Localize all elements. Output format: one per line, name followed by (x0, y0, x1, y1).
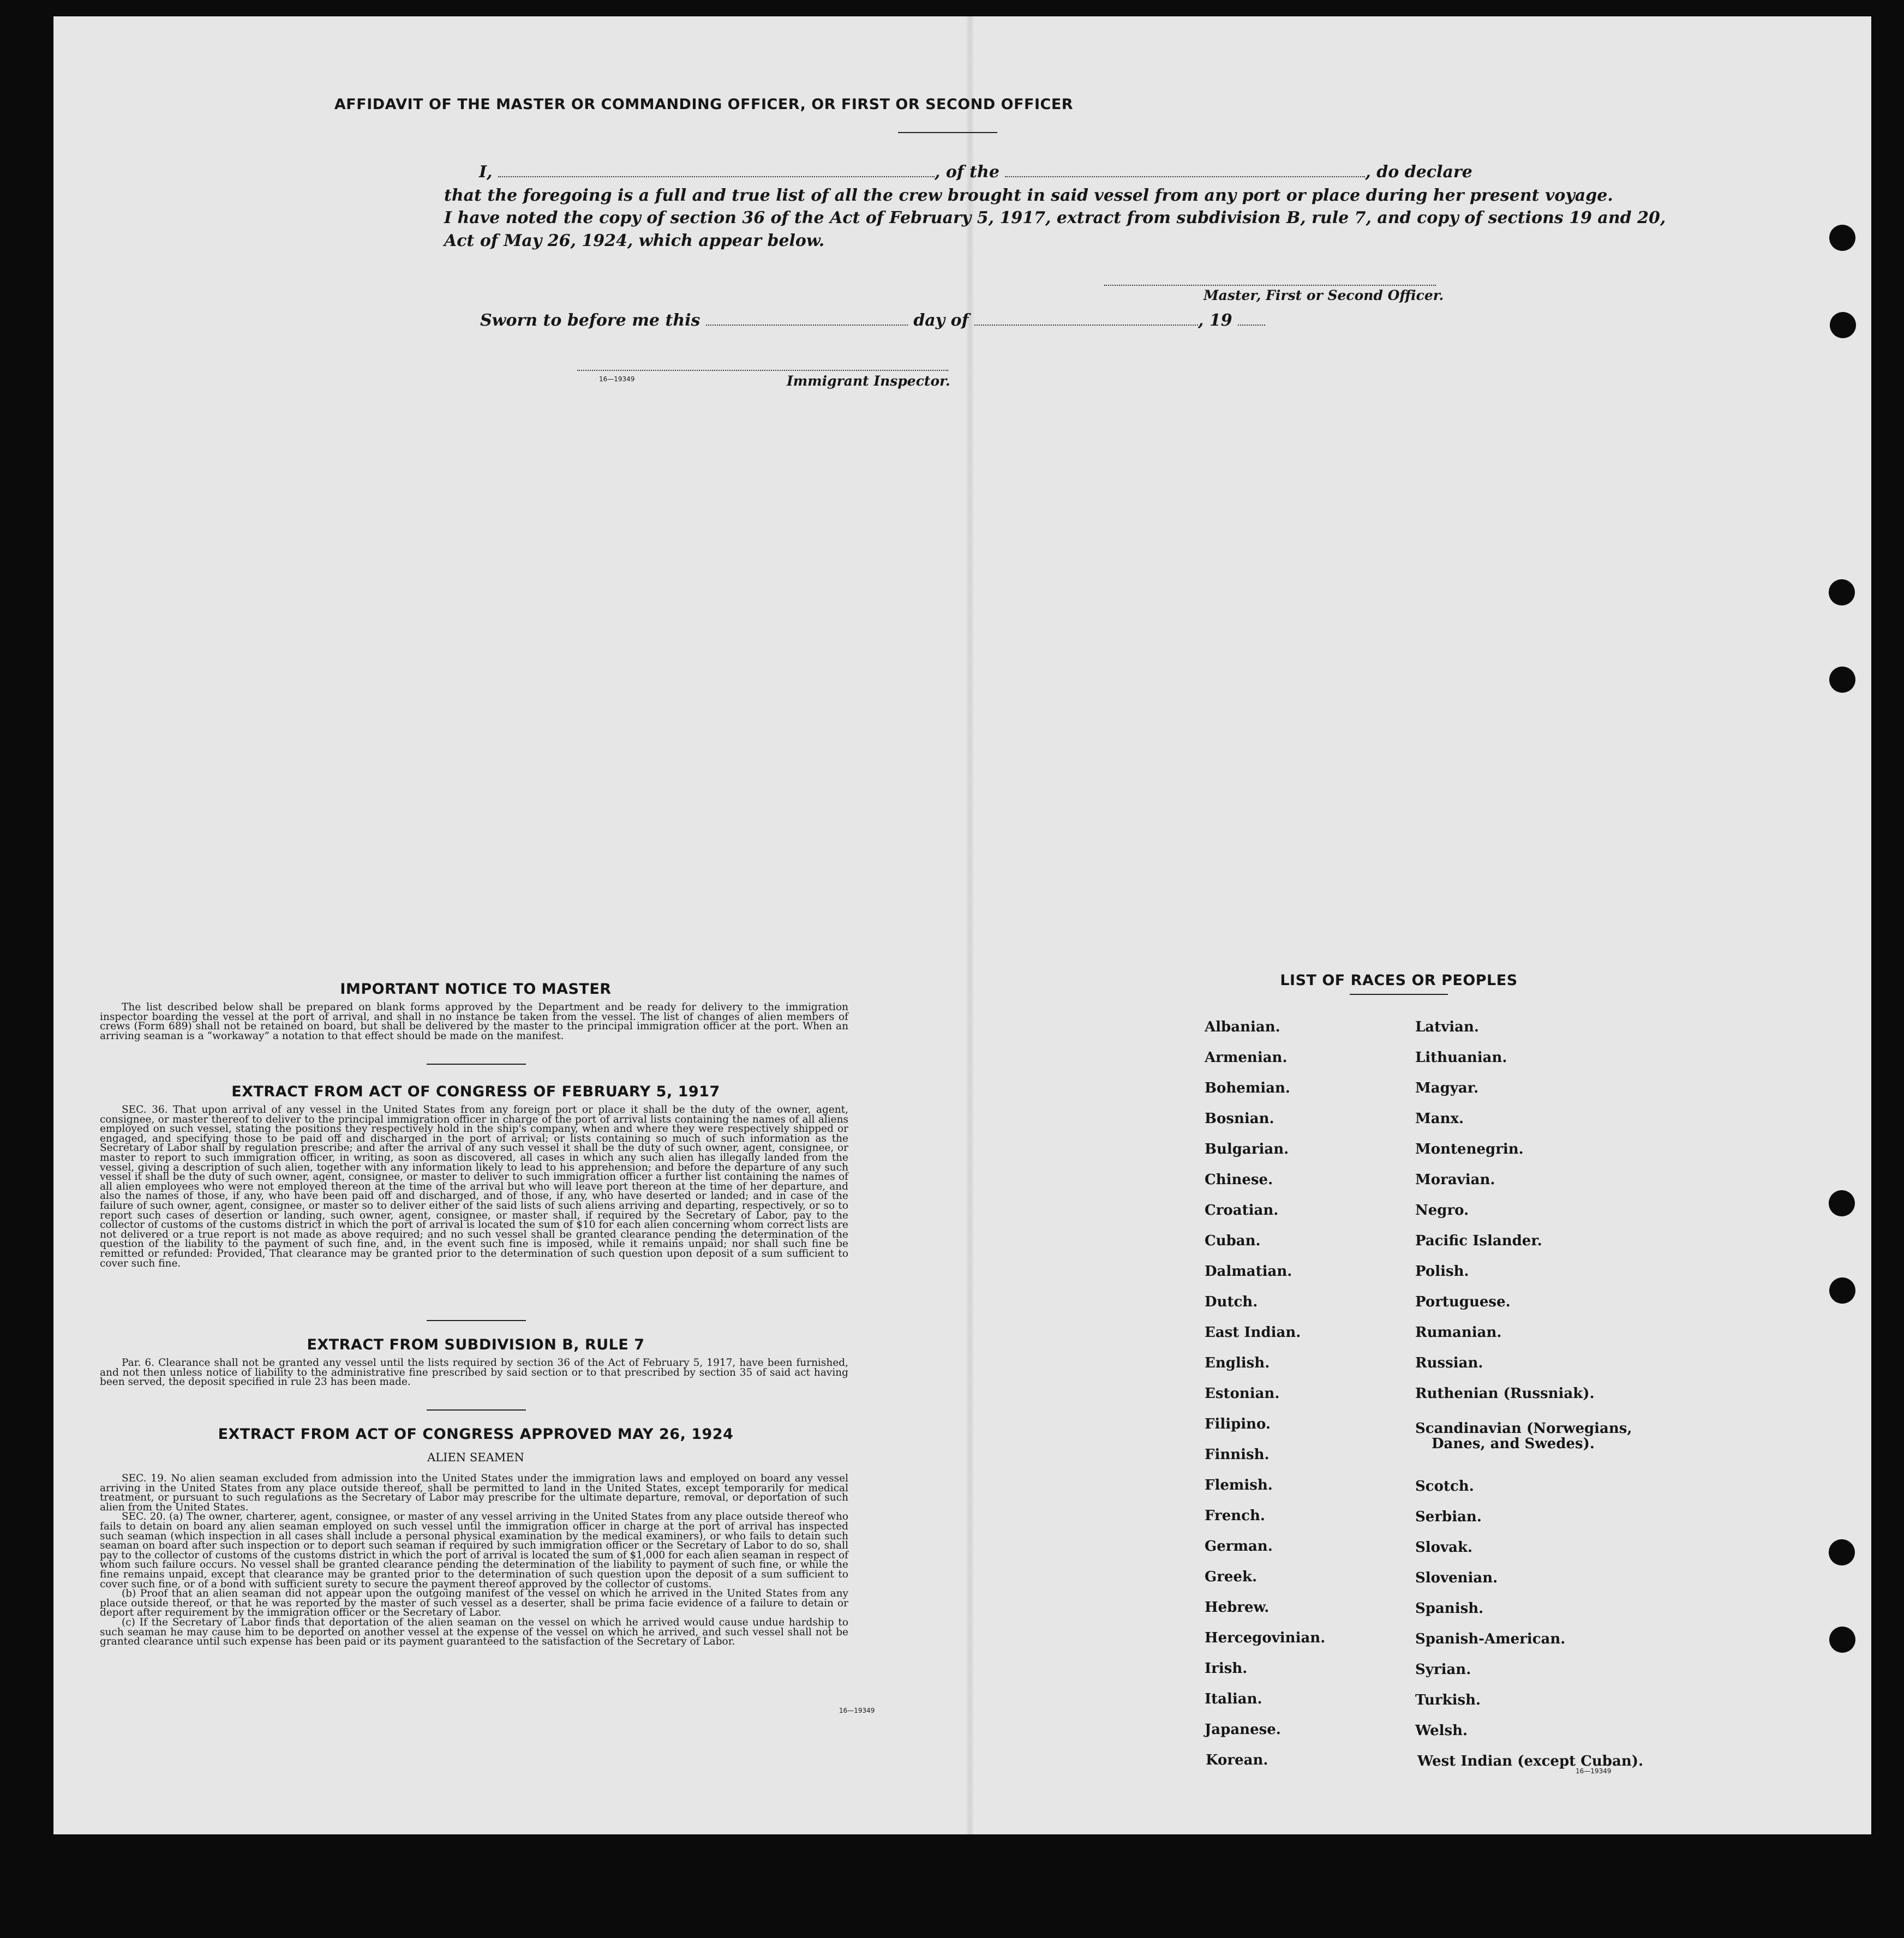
race-item: Estonian. (1205, 1385, 1280, 1402)
race-item: Cuban. (1205, 1233, 1261, 1249)
race-item: French. (1205, 1508, 1265, 1524)
extract-1924-form-number: 16—19349 (839, 1707, 875, 1714)
sworn-label: Sworn to before me this (480, 311, 700, 330)
affidavit-line-2: that the foregoing is a full and true list of all the crew brought in said vessel from any port or place during her present voyage. (444, 186, 1613, 205)
race-item: Russian. (1415, 1355, 1483, 1371)
race-item: Scandinavian (Norwegians, (1415, 1420, 1632, 1437)
document-sheet (53, 16, 1871, 1834)
races-form-number: 16—19349 (1576, 1767, 1612, 1775)
binder-hole (1829, 1539, 1855, 1565)
race-item: Montenegrin. (1415, 1141, 1524, 1157)
extract-1917-rule (427, 1320, 526, 1321)
race-item: Danes, and Swedes). (1432, 1436, 1595, 1452)
declarant-of-label: , of the (934, 163, 999, 182)
section-20a-paragraph: SEC. 20. (a) The owner, charterer, agent, consignee, or master of any vessel arriving in the United States from any place outside thereof who fails to detain on board any alien seaman employed on such vessel until the immigration officer in charge at the port of arrival has inspected such seaman (which inspection in all cases shall include a personal physical examination by the medical examiners), or who fails to detain such seaman on board after such inspection or to deport such seaman if required by such immigration officer or the Secretary of Labor to do so, shall pay to the collector of customs of the customs district in which the port of arrival is located the sum of $1,000 for each alien seaman in respect of whom such failure occurs. No vessel shall be granted clearance pending the determination of the liability to payment of such fine, or while the fine remains unpaid, except that clearance may be granted prior to the determination of such question upon the deposit of a sum sufficient to cover such fine, or of a bond with sufficient surety to secure the payment thereof approved by the collector of customs. (100, 1511, 848, 1590)
section-20b-paragraph: (b) Proof that an alien seaman did not appear upon the outgoing manifest of the vessel on which he arrived in the United States from any place outside thereof, or that he was reported by the master of such vessel as a deserter, shall be prima facie evidence of a failure to detain or deport after requirement by the immigration officer or the Secretary of Labor. (100, 1588, 848, 1619)
affidavit-line-1 (479, 163, 1472, 182)
race-item: Scotch. (1415, 1478, 1474, 1495)
binder-hole (1829, 225, 1855, 251)
sworn-day-of-label: day of (913, 311, 969, 330)
notice-paragraph: The list described below shall be prepared on blank forms approved by the Department and be ready for delivery to the immigration inspector boarding the vessel at the port of arrival, and shall in no instance be taken from the vessel. The list of changes of alien members of crews (Form 689) shall not be retained on board, but shall be delivered by the master to the principal immigration officer at the port. When an arriving seaman is a “workaway” a notation to that effect should be made on the manifest. (100, 1001, 848, 1042)
notice-title: IMPORTANT NOTICE TO MASTER (340, 981, 612, 998)
race-item: Croatian. (1205, 1202, 1279, 1219)
rule7-paragraph: Par. 6. Clearance shall not be granted any vessel until the lists required by section 36 of the Act of February 5, 1917, have been furnished, and not then unless notice of liability to the administrative fine prescribed by said section or to that prescribed by section 35 of said act having been served, the deposit specified in rule 23 has been made. (100, 1357, 848, 1388)
race-item: Lithuanian. (1415, 1049, 1507, 1066)
race-item: Dalmatian. (1205, 1263, 1292, 1280)
race-item: Hercegovinian. (1205, 1630, 1326, 1646)
declarant-prefix: I, (479, 163, 493, 182)
race-item: Negro. (1415, 1202, 1469, 1219)
race-item: Irish. (1205, 1660, 1248, 1677)
race-item: Spanish-American. (1415, 1631, 1566, 1647)
race-item: Filipino. (1205, 1416, 1271, 1432)
race-item: Flemish. (1205, 1477, 1273, 1493)
section-20c-paragraph: (c) If the Secretary of Labor finds that deportation of the alien seaman on the vessel on which he arrived would cause undue hardship to such seaman he may cause him to be deported on another vessel at the expense of the vessel on which he arrived, and such vessel shall not be granted clearance until such expense has been paid or its payment guaranteed to the satisfaction of the Secretary of Labor. (100, 1616, 848, 1648)
binder-hole (1829, 667, 1855, 693)
binder-hole (1830, 312, 1856, 338)
notice-rule (427, 1064, 526, 1065)
race-item: Manx. (1415, 1111, 1464, 1127)
notice-text (100, 1003, 848, 1041)
race-item: Turkish. (1415, 1692, 1481, 1708)
sworn-month-field[interactable] (974, 313, 1198, 326)
race-item: Chinese. (1205, 1172, 1273, 1188)
sworn-year-label: , 19 (1198, 311, 1232, 330)
sworn-line (480, 311, 1265, 330)
race-item: Albanian. (1205, 1019, 1280, 1035)
race-item: West Indian (except Cuban). (1417, 1753, 1644, 1769)
race-item: German. (1205, 1538, 1273, 1555)
races-rule (1350, 994, 1448, 995)
race-item: Hebrew. (1205, 1599, 1270, 1616)
race-item: Korean. (1206, 1752, 1268, 1768)
race-item: Moravian. (1415, 1172, 1495, 1188)
declarant-name-field[interactable] (498, 164, 935, 177)
affidavit-form-number: 16—19349 (599, 375, 635, 383)
binder-hole (1829, 1190, 1855, 1216)
affidavit-line-3: I have noted the copy of section 36 of the Act of February 5, 1917, extract from subdivision B, rule 7, and copy of sections 19 and 20, (444, 208, 1666, 227)
sworn-day-field[interactable] (706, 313, 908, 326)
vessel-name-field[interactable] (1005, 164, 1365, 177)
declare-label: , do declare (1365, 163, 1472, 182)
race-item: Magyar. (1415, 1080, 1479, 1096)
extract-1917-title: EXTRACT FROM ACT OF CONGRESS OF FEBRUARY 5, 1917 (231, 1083, 720, 1100)
race-item: Welsh. (1415, 1723, 1468, 1739)
race-item: Japanese. (1205, 1721, 1281, 1738)
race-item: Dutch. (1205, 1294, 1258, 1310)
center-fold (966, 16, 974, 1834)
extract-rule7-rule (427, 1409, 526, 1411)
race-item: Spanish. (1415, 1600, 1484, 1617)
races-title: LIST OF RACES OR PEOPLES (1280, 972, 1518, 989)
race-item: Bosnian. (1205, 1111, 1274, 1127)
affidavit-title: AFFIDAVIT OF THE MASTER OR COMMANDING OFFICER, OR FIRST OR SECOND OFFICER (334, 96, 1074, 113)
extract-rule7-title: EXTRACT FROM SUBDIVISION B, RULE 7 (307, 1336, 645, 1353)
affidavit-line-4: Act of May 26, 1924, which appear below. (444, 231, 825, 250)
inspector-label: Immigrant Inspector. (787, 373, 950, 389)
signature-line[interactable] (1104, 285, 1436, 286)
race-item: English. (1205, 1355, 1270, 1371)
alien-seamen-subtitle: ALIEN SEAMEN (427, 1451, 524, 1464)
race-item: Italian. (1205, 1691, 1262, 1707)
extract-1924-text (100, 1474, 848, 1647)
race-item: Polish. (1415, 1263, 1469, 1280)
race-item: Finnish. (1205, 1447, 1270, 1463)
binder-hole (1829, 1627, 1855, 1653)
race-item: Pacific Islander. (1415, 1233, 1542, 1249)
signature-label: Master, First or Second Officer. (1204, 287, 1444, 303)
extract-rule7-text (100, 1358, 848, 1387)
section-19-paragraph: SEC. 19. No alien seaman excluded from admission into the United States under the immigration laws and employed on board any vessel arriving in the United States from any place outside thereof, shall be permitted to land in the United States, except temporarily for medical treatment, or pursuant to such regulations as the Secretary of Labor may prescribe for the ultimate departure, removal, or deportation of such alien from the United States. (100, 1473, 848, 1513)
race-item: Slovak. (1415, 1539, 1473, 1556)
race-item: Ruthenian (Russniak). (1415, 1385, 1595, 1402)
race-item: Slovenian. (1415, 1570, 1498, 1586)
race-item: Bohemian. (1205, 1080, 1290, 1096)
race-item: Greek. (1205, 1569, 1258, 1585)
affidavit-rule (898, 132, 997, 133)
section-36-paragraph: SEC. 36. That upon arrival of any vessel in the United States from any foreign port or place it shall be the duty of the owner, agent, consignee, or master thereof to deliver to the principal immigration officer in charge of the port of arrival lists containing the names of all aliens employed on such vessel, stating the positions they respectively hold in the ship's company, when and where they were respectively shipped or engaged, and specifying those to be paid off and discharged in the port of arrival; or lists containing so much of such information as the Secretary of Labor shall by regulation prescribe; and after the arrival of any such vessel it shall be the duty of such owner, agent, consignee, or master to report to such immigration officer, in writing, as soon as discovered, all cases in which any such alien has illegally landed from the vessel, giving a description of such alien, together with any information likely to lead to his apprehension; and before the departure of any such vessel it shall be the duty of such owner, agent, consignee, or master to deliver to such immigration officer a further list containing the names of all alien employees who were not employed thereon at the time of the arrival but who will leave port thereon at the time of her departure, and also the names of those, if any, who have been paid off and discharged, and of those, if any, who have deserted or landed; and in case of the failure of such owner, agent, consignee, or master so to deliver either of the said lists of such aliens arriving and departing, respectively, or so to report such cases of desertion or landing, such owner, agent, consignee, or master shall, if required by the Secretary of Labor, pay to the collector of customs of the customs district in which the port of arrival is located the sum of $10 for each alien concerning whom correct lists are not delivered or a true report is not made as above required; and no such vessel shall be granted clearance pending the determination of the question of the liability to the payment of such fine, and, in the event such fine is imposed, while it remains unpaid; nor shall such fine be remitted or refunded: Provided, That clearance may be granted prior to the determination of such question upon deposit of a sum sufficient to cover such fine. (100, 1104, 848, 1269)
race-item: East Indian. (1205, 1324, 1301, 1341)
inspector-signature-line[interactable] (577, 370, 948, 371)
sworn-year-field[interactable] (1238, 313, 1265, 326)
race-item: Syrian. (1415, 1661, 1471, 1678)
binder-hole (1829, 1277, 1855, 1304)
race-item: Armenian. (1205, 1049, 1288, 1066)
race-item: Bulgarian. (1205, 1141, 1289, 1157)
extract-1924-title: EXTRACT FROM ACT OF CONGRESS APPROVED MAY 26, 1924 (218, 1426, 734, 1443)
binder-hole (1829, 579, 1855, 605)
race-item: Serbian. (1415, 1509, 1482, 1525)
extract-1917-text (100, 1105, 848, 1268)
race-item: Latvian. (1415, 1019, 1479, 1035)
race-item: Rumanian. (1415, 1324, 1502, 1341)
race-item: Portuguese. (1415, 1294, 1511, 1310)
